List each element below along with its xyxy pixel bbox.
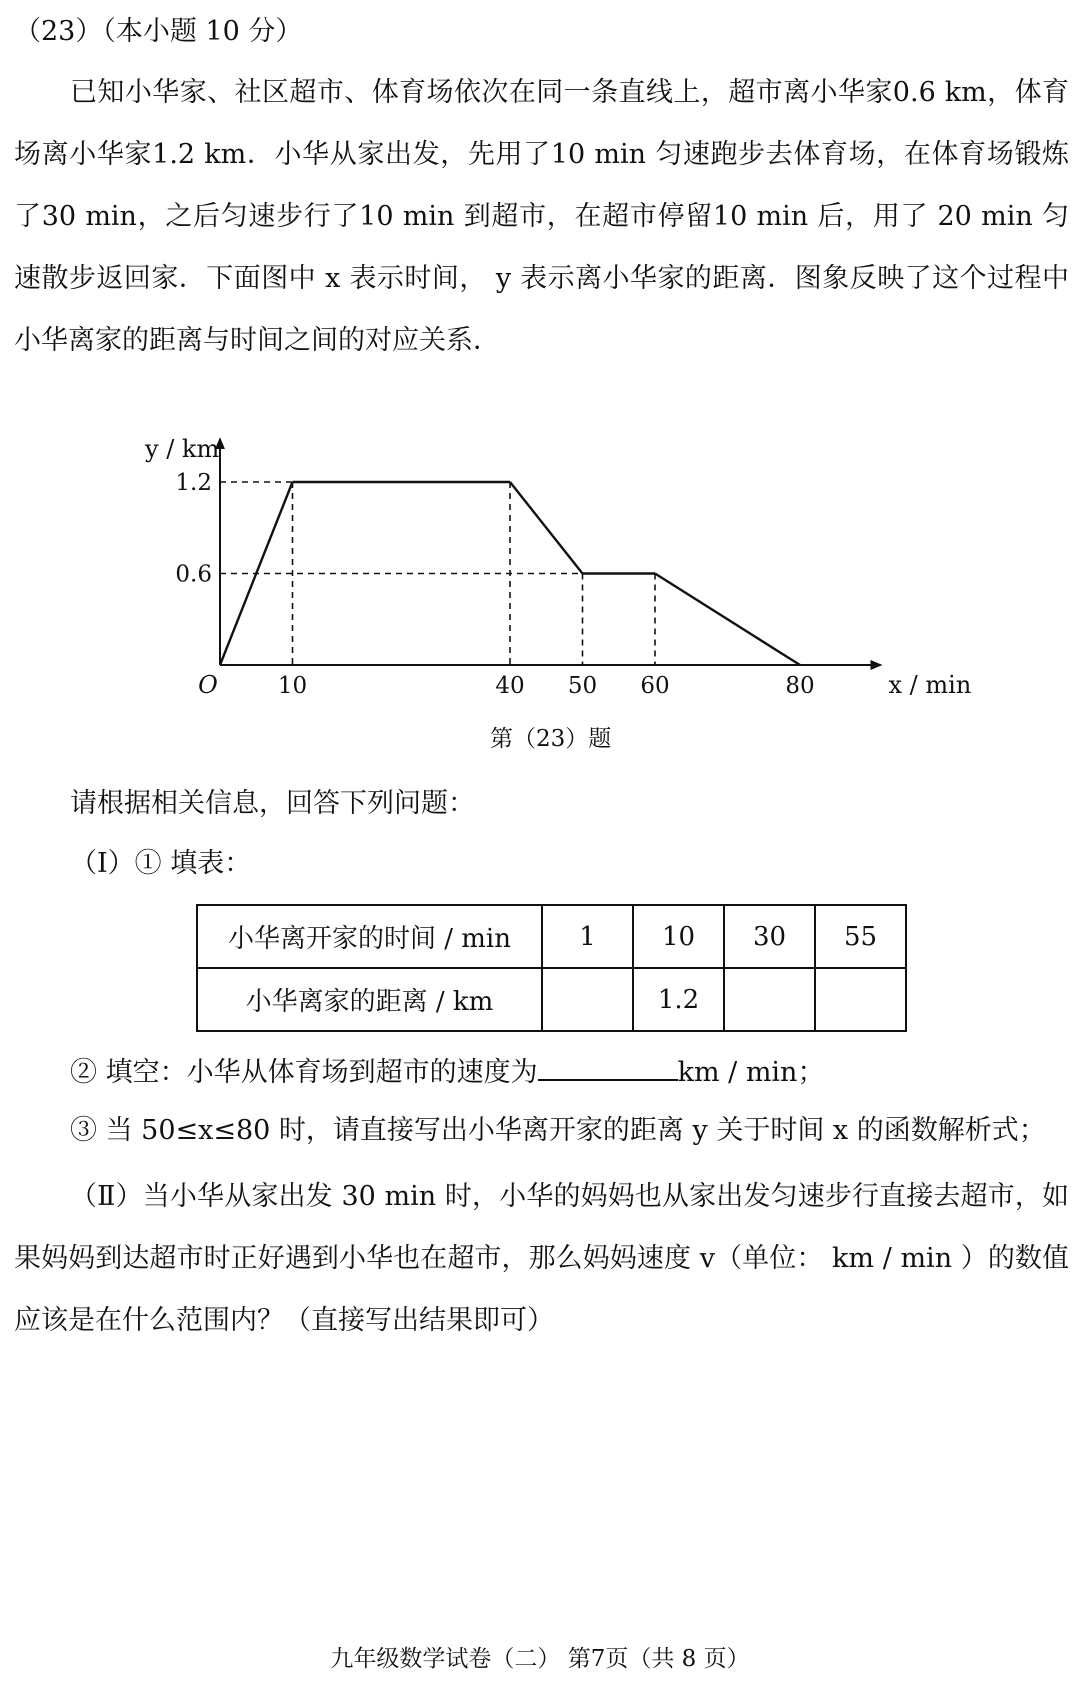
- table-row-header-distance: 小华离家的距离 / km: [197, 968, 542, 1031]
- x-tick-label: 10: [277, 673, 308, 699]
- x-tick-label: 50: [567, 673, 598, 699]
- distance-time-graph: [0, 380, 1080, 710]
- table-cell: 55: [815, 905, 906, 968]
- problem-statement: 已知小华家、社区超市、体育场依次在同一条直线上，超市离小华家0.6 km，体育场离小华家1.2 km．小华从家出发，先用了10 min 匀速跑步去体育场，在体育场锻炼了30 min，之后匀速步行了10 min 到超市，在超市停留10 min 后，用了 20 min 匀速散步返回家．下面图中 x 表示时间， y 表示离小华家的距离．图象反映了这个过程中小华离家的距离与时间之间的对应关系．: [14, 77, 1069, 356]
- x-axis-label: x / min: [888, 671, 972, 699]
- part1-label: （Ⅰ）① 填表：: [70, 848, 252, 879]
- table-cell-blank: [815, 968, 906, 1031]
- table-cell-blank: [542, 968, 633, 1031]
- question-2-unit: km / min；: [677, 1057, 825, 1088]
- table-cell: 1: [542, 905, 633, 968]
- table-row: [197, 905, 906, 968]
- x-tick-label: 40: [495, 673, 525, 699]
- figure-caption: 第（23）题: [490, 726, 612, 752]
- table-cell: 1.2: [633, 968, 724, 1031]
- y-axis-label: y / km: [145, 435, 220, 464]
- question-3: ③ 当 50≤x≤80 时，请直接写出小华离开家的距离 y 关于时间 x 的函数解析式；: [70, 1115, 1046, 1146]
- y-tick-label: 0.6: [175, 561, 212, 588]
- table-cell: 10: [633, 905, 724, 968]
- x-tick-label: 60: [640, 673, 670, 699]
- x-tick-label: 80: [785, 673, 815, 699]
- origin-label: O: [198, 671, 218, 699]
- question-header: （23）（本小题 10 分）: [14, 16, 303, 47]
- graph-segment: [655, 574, 800, 666]
- y-tick-label: 1.2: [175, 470, 212, 496]
- question-2-text: ② 填空：小华从体育场到超市的速度为: [70, 1057, 538, 1088]
- question-2: [70, 1057, 824, 1086]
- instruction-prompt: 请根据相关信息，回答下列问题：: [70, 788, 475, 819]
- table-row-header-time: 小华离开家的时间 / min: [197, 905, 542, 968]
- table-cell: 30: [724, 905, 815, 968]
- part2-question: （Ⅱ）当小华从家出发 30 min 时，小华的妈妈也从家出发匀速步行直接去超市，如果妈妈到达超市时正好遇到小华也在超市，那么妈妈速度 v（单位： km / min ）的数值应该是在什么范围内？（直接写出结果即可）: [14, 1181, 1069, 1336]
- graph-segment: [220, 482, 293, 665]
- fill-in-table: [196, 904, 907, 1032]
- answer-blank: [538, 1057, 678, 1081]
- graph-segment: [510, 482, 583, 574]
- table-cell-blank: [724, 968, 815, 1031]
- table-row: [197, 968, 906, 1031]
- page-footer: 九年级数学试卷（二） 第7页（共 8 页）: [330, 1646, 750, 1672]
